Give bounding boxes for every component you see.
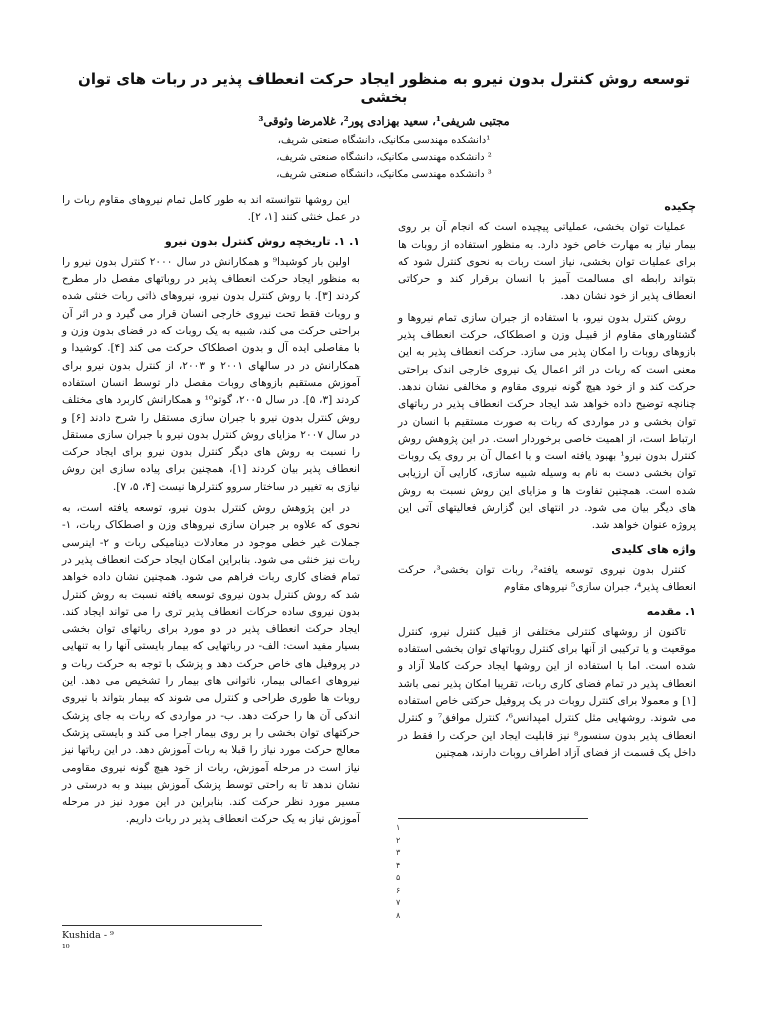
paper-header xyxy=(60,70,708,128)
footnote-rule-right xyxy=(398,818,588,819)
history-heading: ۱. ۱. تاریخچه روش کنترل بدون نیرو xyxy=(164,234,360,248)
intro-heading: ۱. مقدمه xyxy=(646,604,696,618)
paper-title: توسعه روش کنترل بدون نیرو به منظور ایجاد حرکت انعطاف پذیر در ربات های توان بخشی xyxy=(78,70,690,106)
footnote-number: ۶ xyxy=(396,885,401,895)
footnote-number: ۴ xyxy=(396,860,401,870)
right-column xyxy=(398,192,696,766)
affiliation-2: ² دانشکده مهندسی مکانیک، دانشگاه صنعتی شریف، xyxy=(276,152,492,163)
footnote-kushida: ⁹ - Kushida xyxy=(62,930,114,941)
intro-paragraph: تاکنون از روشهای کنترلی مختلفی از قبیل کنترل نیرو، کنترل موقعیت و یا ترکیبی از آنها برای کنترل روباتهای توان بخشی استفاده شده است. اما با استفاده از این روشها ایجاد حرکت کاملا آزاد و انعطاف پذیر در تمام فضای کاری ربات، تقریبا امکان پذیر نمی باشد [۱] و معمولا برای کنترل روبات در یک پروفیل حرکتی خاص استفاده می شوند. روشهایی مثل کنترل امپدانس⁶، کنترل موافق⁷ و کنترل انعطاف پذیر بدون سنسور⁸ نیز قابلیت ایجاد این حرکت را فقط در داخل یک قسمت از فضای آزاد اطراف روبات دارند، همچنین xyxy=(398,625,697,759)
left-top-paragraph: این روشها نتوانسته اند به طور کامل تمام نیروهای مقاوم ربات را در عمل خنثی کنند [۱، ۲]. xyxy=(62,194,360,224)
paper-authors: مجتبی شریفی¹، سعید بهزادی پور²، غلامرضا وثوقی³ xyxy=(258,114,510,128)
abstract-heading: چکیده xyxy=(664,200,696,213)
footnote-number: ۳ xyxy=(396,848,401,857)
left-column xyxy=(62,192,360,833)
footnote-number: ۱ xyxy=(396,823,401,832)
abstract-paragraph-2: روش کنترل بدون نیرو، با استفاده از جبران سازی تمام نیروها و گشتاورهای مقاوم از قبیـل وزن و اصطکاک، حرکت انعطاف پذیر بازوهای روبات را امکان پذیر می سازد. حرکت انعطاف پذیر به این معنی است که ربات در اثر اعمال یک نیروی خارجی اندک براحتی حرکت کند و از خود هیچ گونه نیروی مقاوم و مخالفی نشان ندهد. چنانچه توضیح داده خواهد شد ایجاد حرکت انعطاف پذیر در رباتهای توان بخشی و در مواردی که ربات به صورت مستقیم با انسان در ارتباط است، از اهمیت خاصی برخوردار است. در این پژوهش روش کنترل بدون نیرو¹ بهبود یافته است و با اعمال آن بر روی یک روبات توان بخشی دست به نام به وسیله شبیه سازی، کارایی آن ارزیابی شده است. همچنین تفاوت ها و مزایای این روش نسبت به روش های دیگر بیان می شود. در انتهای این گزارش فعالیتهای آتی این پروژه عنوان خواهد شد. xyxy=(398,311,696,532)
footnote-number: ۲ xyxy=(396,835,401,845)
abstract-paragraph-1: عملیات توان بخشی، عملیاتی پیچیده است که انجام آن بر روی بیمار نیاز به مهارت خاص خود دارد. به منظور استفاده از روبات ها برای عملیات توان بخشی، نیاز است ربات به نحوی کنترل شود که بتواند رابطه ای مسالمت آمیز با انسان برقرار کند و حرکاتی انعطاف پذیر از خود نشان دهد. xyxy=(398,221,696,303)
footnote-rule-left xyxy=(62,925,262,926)
footnote-number: ۷ xyxy=(396,898,401,907)
keywords-text: کنترل بدون نیروی توسعه یافته²، ربات توان بخشی³، حرکت انعطاف پذیر⁴، جبران سازی⁵ نیروهای مقاوم xyxy=(398,563,696,594)
history-paragraph: اولین بار کوشیدا⁹ و همکارانش در سال ۲۰۰۰ کنترل بدون نیرو را به منظور ایجاد حرکت انعطاف پذیر در روباتهای مفصل دار مطرح کردند [۳]. با روش کنترل بدون نیرو، نیروهای ذاتی ربات خنثی شده و روبات فقط تحت نیروی خارجی انسان قرار می گیرد و در اثر آن براحتی حرکت می کند، شبیه به یک روبات که در فضای بدون وزن و با مفاصلی ایده آل و بدون اصطکاک حرکت می کند [۴]. کوشیدا و همکارانش در در سالهای ۲۰۰۱ و ۲۰۰۳، از کنترل بدون نیرو برای آموزش مستقیم بازوهای روبات مفصل دار توسط انسان استفاده کردند [۳، ۵]. در سال ۲۰۰۵، گوتو¹⁰ و همکارانش کاربرد های مختلف روش کنترل بدون نیرو با جبران سازی مستقل را شرح دادند [۶] و در سال ۲۰۰۷ مزایای روش کنترل بدون نیرو با جبران سازی مستقل را نسبت به روش های دیگر کنترل بدون نیرو برای ایجاد حرکت انعطاف پذیر بیان کردند [۱]، همچنین برای پیاده سازی این روش نیازی به تغییر در ساختار سروو کنترلرها نیست [۴، ۵، ۷]. xyxy=(62,255,360,493)
footnotes-left xyxy=(62,929,262,955)
footnote-number: ۸ xyxy=(396,910,401,920)
affiliation-3: ³ دانشکده مهندسی مکانیک، دانشگاه صنعتی شریف، xyxy=(276,169,492,180)
affiliations xyxy=(0,132,768,183)
keywords-heading: واژه های کلیدی xyxy=(611,542,696,556)
research-paragraph: در این پژوهش روش کنترل بدون نیرو، توسعه یافته است، به نحوی که علاوه بر جبران سازی نیروهای وزن و اصطکاک ربات، ۱- جملات غیر خطی موجود در معادلات دینامیکی ربات و ۲- اینرسی ربات نیز خنثی می شود. بنابراین امکان ایجاد حرکت انعطاف پذیر در تمام فضای کاری ربات فراهم می شود. همچنین نشان داده خواهد شد که روش کنترل بدون نیروی توسعه یافته نسبت به روش کنترل بدون نیروی ساده حرکات انعطاف پذیر تری را می تواند ایجاد کند. ایجاد حرکت انعطاف پذیر در دو مورد برای رباتهای توان بخشی بسیار مفید است: الف- در رباتهایی که بیمار بایستی آنها را به تنهایی در پروفیل های خاص حرکت دهد و پزشک با توجه به حرکت ربات و نیروهای اعمالی بیمار، ناتوانی های بیمار را تشخیص می دهد. این روبات ها طوری طراحی و کنترل می شوند که بیمار بتواند با نیروی اندکی آن ها را حرکت دهد. ب- در مواردی که ربات به جای پزشک حرکتهای توان بخشی را بر روی بیمار اجرا می کند و بایستی پزشک معالج حرکت مورد نیاز را قبلا به ربات آموزش دهد. در این رباتها نیز نیاز است در مرحله آموزش، ربات از خود هیچ گونه نیروی مقاومی نشان ندهد تا به راحتی توسط پزشک آموزش ببیند و به درستی در مسیر مورد نظر حرکت کند. بنابراین در این مورد نیز در مرحله آموزش نیاز به یک حرکت انعطاف پذیر در ربات داریم. xyxy=(62,502,360,826)
footnote-numbers-right xyxy=(396,822,414,922)
footnote-number: ۵ xyxy=(396,873,401,882)
affiliation-1: ¹دانشکده مهندسی مکانیک، دانشگاه صنعتی شریف، xyxy=(277,135,491,146)
footnote-10: ¹⁰ xyxy=(62,943,70,954)
